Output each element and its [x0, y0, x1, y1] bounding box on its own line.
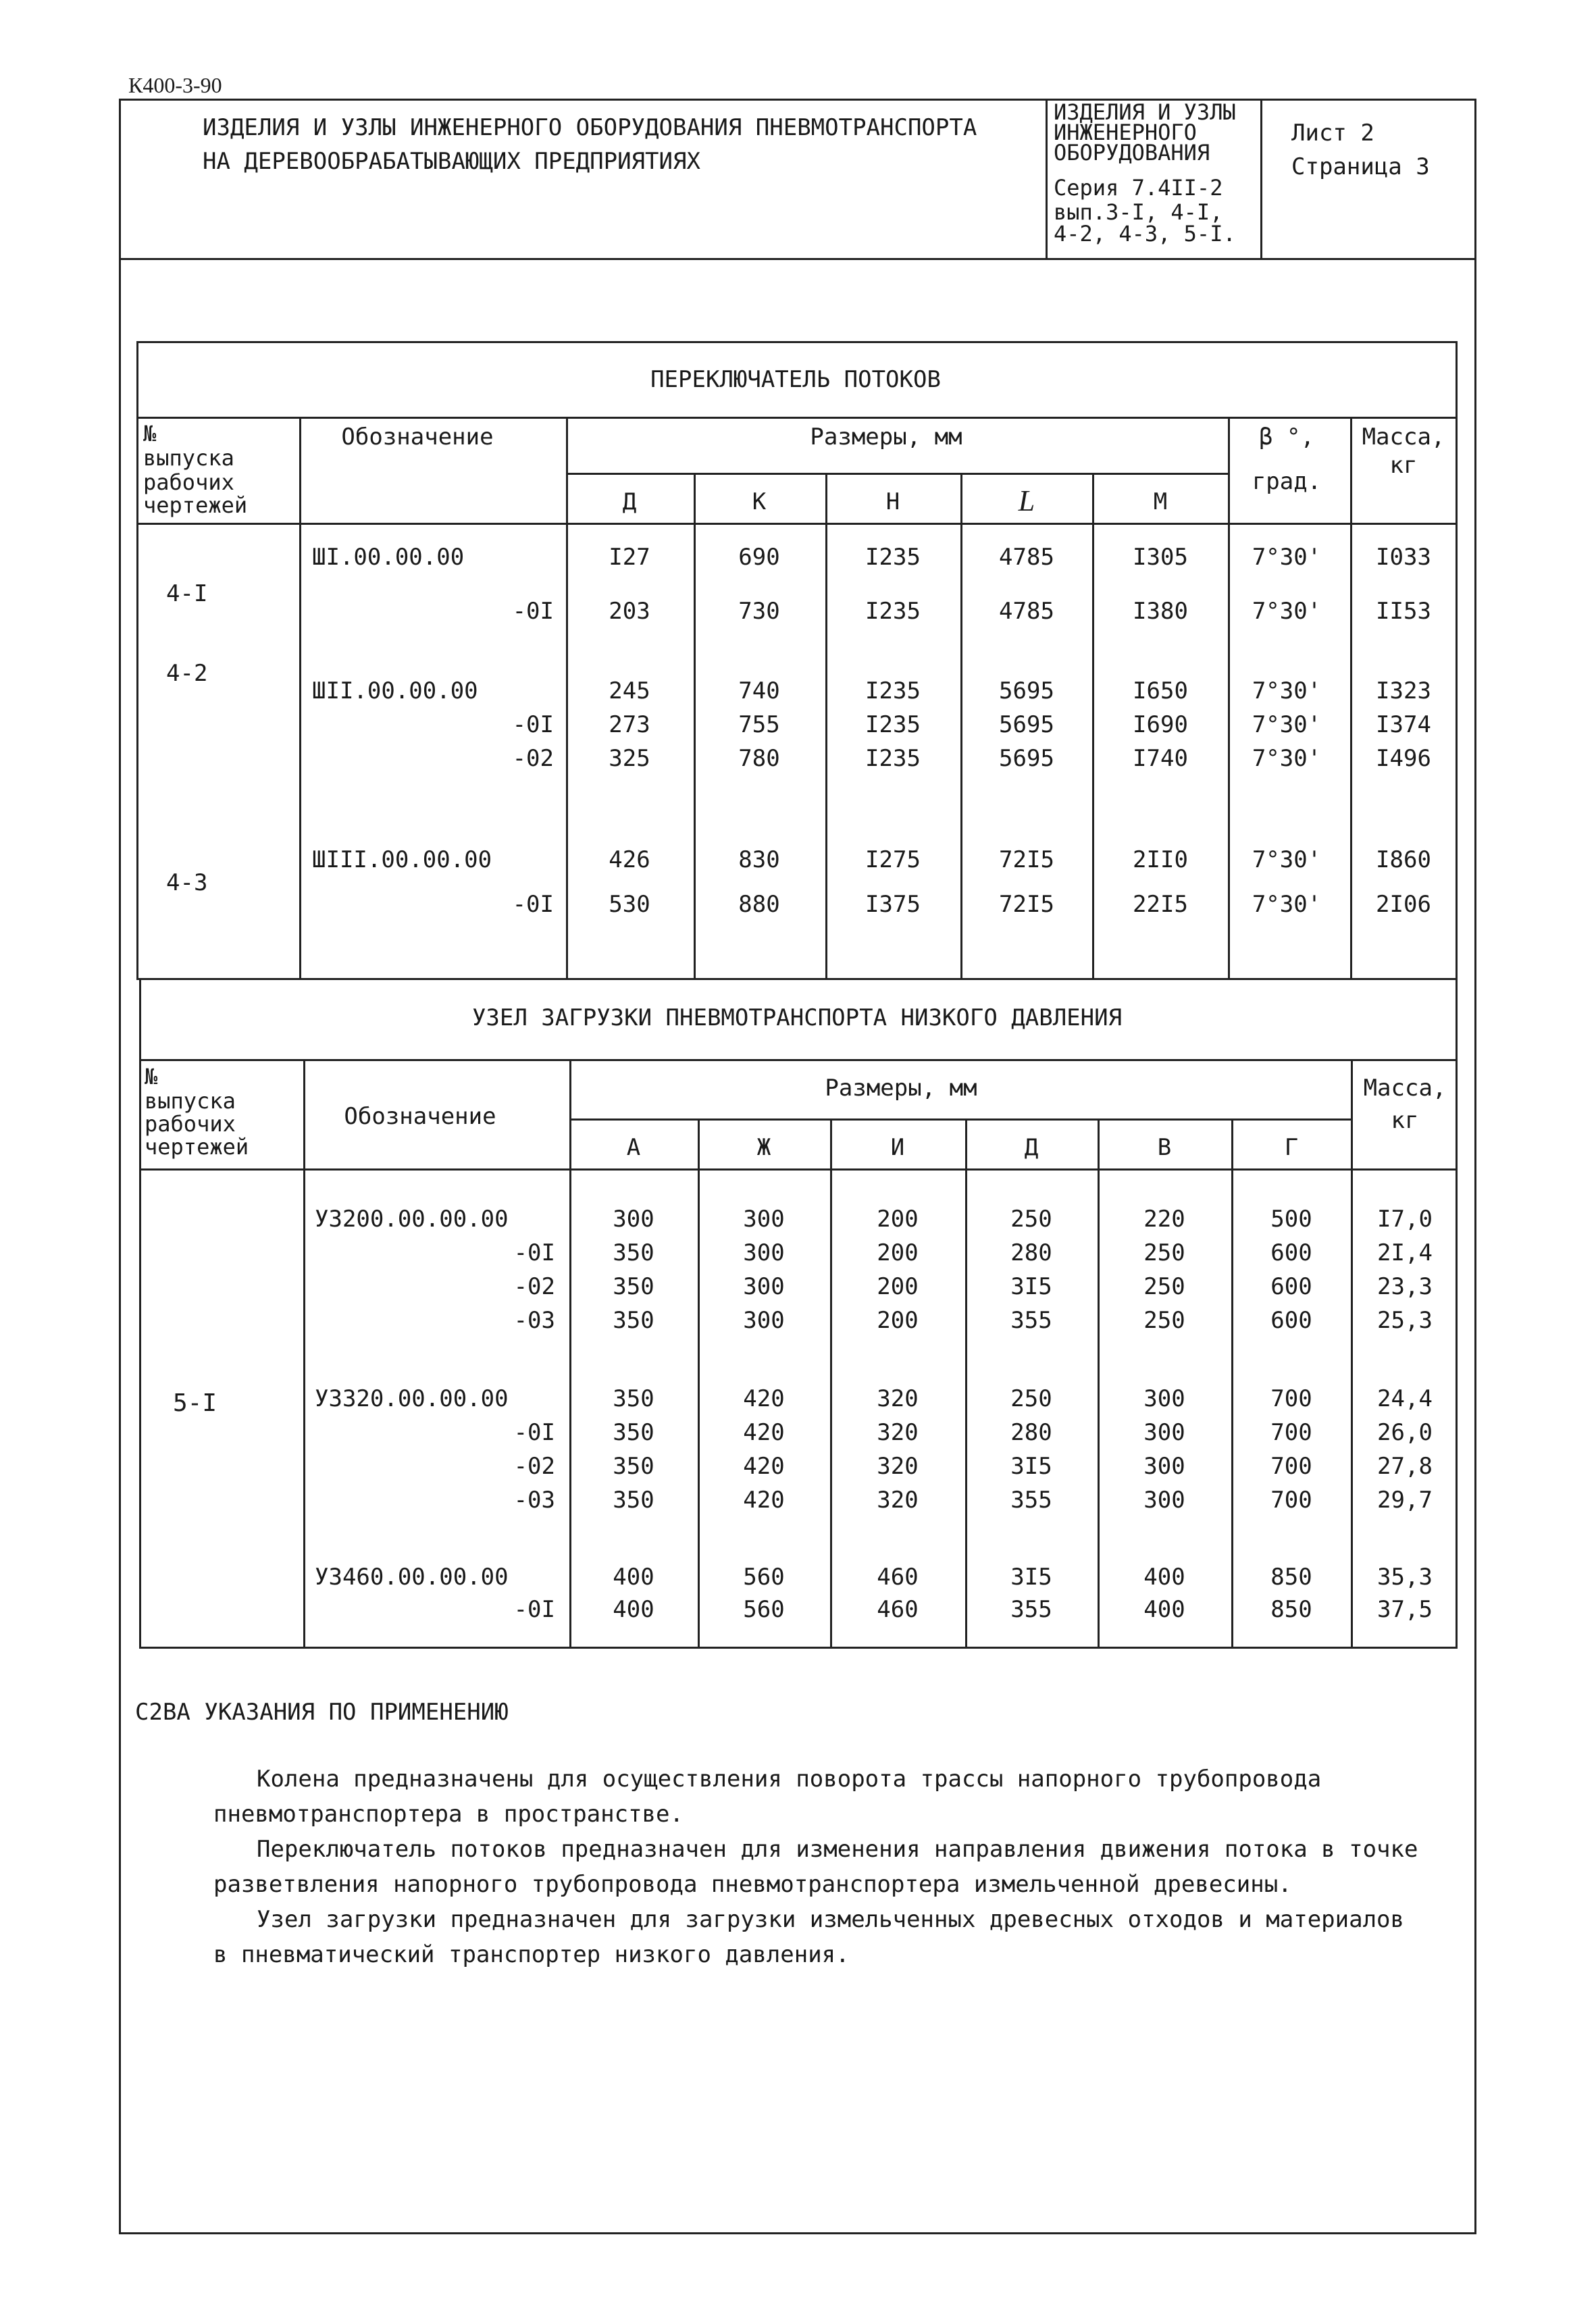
- designation-cell: УЗ320.00.00.00: [315, 1385, 509, 1412]
- value-cell: 7°30': [1252, 711, 1322, 738]
- value-cell: I275: [865, 846, 921, 873]
- notes-paragraph: разветвления напорного трубопровода пневмотранспортера измельченной древесины.: [213, 1871, 1292, 1898]
- value-cell: 273: [609, 711, 650, 738]
- value-cell: 24,4: [1377, 1385, 1433, 1412]
- designation-cell: -0I: [513, 1419, 555, 1446]
- col-issue-header: №: [143, 421, 157, 446]
- value-cell: 7°30': [1252, 598, 1322, 625]
- value-cell: 2I,4: [1377, 1239, 1433, 1266]
- subcol-header: Г: [1284, 1134, 1299, 1161]
- value-cell: 300: [743, 1239, 785, 1266]
- issue-cell: 5-I: [173, 1389, 217, 1417]
- value-cell: 23,3: [1377, 1273, 1433, 1300]
- value-cell: 350: [613, 1239, 654, 1266]
- notes-paragraph: пневмотранспортера в пространстве.: [213, 1801, 684, 1828]
- value-cell: 400: [1143, 1596, 1185, 1623]
- value-cell: 203: [609, 598, 650, 625]
- value-cell: 5695: [999, 677, 1054, 704]
- value-cell: I235: [865, 711, 921, 738]
- value-cell: 3I5: [1010, 1273, 1052, 1300]
- header-title-line2: НА ДЕРЕВООБРАБАТЫВАЮЩИХ ПРЕДПРИЯТИЯХ: [203, 148, 700, 175]
- designation-cell: -0I: [513, 1239, 555, 1266]
- value-cell: 320: [877, 1453, 919, 1480]
- page-number: Страница 3: [1291, 153, 1430, 180]
- col-mass-header: Масса,: [1362, 423, 1445, 451]
- notes-paragraph: Колена предназначены для осуществления поворота трассы напорного трубопровода: [257, 1766, 1322, 1793]
- value-cell: 355: [1010, 1307, 1052, 1334]
- value-cell: 35,3: [1377, 1564, 1433, 1591]
- value-cell: 830: [738, 846, 780, 873]
- subcol-header: М: [1153, 488, 1168, 515]
- value-cell: 400: [613, 1564, 654, 1591]
- subcol-header: L: [1018, 484, 1035, 517]
- value-cell: I235: [865, 677, 921, 704]
- designation-cell: -0I: [513, 1596, 555, 1623]
- issue-cell: 4-2: [166, 660, 208, 687]
- value-cell: 560: [743, 1596, 785, 1623]
- value-cell: 5695: [999, 711, 1054, 738]
- value-cell: 600: [1270, 1239, 1312, 1266]
- value-cell: 300: [1143, 1385, 1185, 1412]
- value-cell: 300: [1143, 1487, 1185, 1514]
- designation-cell: -0I: [512, 711, 554, 738]
- value-cell: 530: [609, 891, 650, 918]
- value-cell: 420: [743, 1385, 785, 1412]
- series-line: вып.3-I, 4-I,: [1054, 199, 1223, 225]
- value-cell: 3I5: [1010, 1564, 1052, 1591]
- value-cell: 25,3: [1377, 1307, 1433, 1334]
- subcol-header: А: [626, 1134, 641, 1161]
- designation-cell: ШIII.00.00.00: [312, 846, 492, 873]
- value-cell: 350: [613, 1487, 654, 1514]
- value-cell: I235: [865, 544, 921, 571]
- value-cell: I380: [1133, 598, 1188, 625]
- value-cell: 200: [877, 1307, 919, 1334]
- value-cell: 2I06: [1376, 891, 1431, 918]
- value-cell: I27: [609, 544, 650, 571]
- value-cell: 250: [1010, 1206, 1052, 1233]
- value-cell: 850: [1270, 1596, 1312, 1623]
- value-cell: 600: [1270, 1307, 1312, 1334]
- value-cell: 5695: [999, 745, 1054, 772]
- value-cell: 350: [613, 1385, 654, 1412]
- value-cell: 37,5: [1377, 1596, 1433, 1623]
- header-title-line1: ИЗДЕЛИЯ И УЗЛЫ ИНЖЕНЕРНОГО ОБОРУДОВАНИЯ ПНЕВМОТРАНСПОРТА: [203, 114, 977, 141]
- value-cell: 300: [743, 1307, 785, 1334]
- value-cell: I033: [1376, 544, 1431, 571]
- value-cell: 300: [1143, 1419, 1185, 1446]
- subcol-header: В: [1157, 1134, 1172, 1161]
- value-cell: 740: [738, 677, 780, 704]
- value-cell: 350: [613, 1419, 654, 1446]
- value-cell: 72I5: [999, 846, 1054, 873]
- value-cell: 780: [738, 745, 780, 772]
- value-cell: 220: [1143, 1206, 1185, 1233]
- value-cell: 7°30': [1252, 677, 1322, 704]
- value-cell: 250: [1010, 1385, 1052, 1412]
- value-cell: 850: [1270, 1564, 1312, 1591]
- value-cell: 350: [613, 1307, 654, 1334]
- value-cell: 700: [1270, 1453, 1312, 1480]
- designation-cell: -03: [513, 1307, 555, 1334]
- series-line: ОБОРУДОВАНИЯ: [1054, 140, 1210, 165]
- series-line: ИНЖЕНЕРНОГО: [1054, 120, 1197, 145]
- designation-cell: -0I: [512, 891, 554, 918]
- designation-cell: УЗ460.00.00.00: [315, 1564, 509, 1591]
- value-cell: 690: [738, 544, 780, 571]
- value-cell: 245: [609, 677, 650, 704]
- value-cell: 300: [613, 1206, 654, 1233]
- value-cell: 560: [743, 1564, 785, 1591]
- issue-cell: 4-3: [166, 869, 208, 896]
- value-cell: II53: [1376, 598, 1431, 625]
- value-cell: 460: [877, 1596, 919, 1623]
- subcol-header: Ж: [756, 1134, 771, 1161]
- value-cell: 300: [743, 1206, 785, 1233]
- subcol-header: К: [752, 488, 767, 515]
- value-cell: 250: [1143, 1239, 1185, 1266]
- value-cell: 200: [877, 1273, 919, 1300]
- value-cell: 7°30': [1252, 891, 1322, 918]
- notes-heading: С2ВА УКАЗАНИЯ ПО ПРИМЕНЕНИЮ: [135, 1699, 509, 1726]
- subcol-header: Н: [885, 488, 900, 515]
- value-cell: I235: [865, 745, 921, 772]
- value-cell: I650: [1133, 677, 1188, 704]
- col-designation-header: Обозначение: [341, 423, 494, 451]
- series-line: ИЗДЕЛИЯ И УЗЛЫ: [1054, 99, 1236, 125]
- designation-cell: -0I: [512, 598, 554, 625]
- col-mass-header: Масса,: [1363, 1075, 1447, 1102]
- value-cell: 420: [743, 1453, 785, 1480]
- designation-cell: -03: [513, 1487, 555, 1514]
- value-cell: 325: [609, 745, 650, 772]
- value-cell: I690: [1133, 711, 1188, 738]
- notes-paragraph: в пневматический транспортер низкого давления.: [213, 1941, 850, 1968]
- value-cell: I496: [1376, 745, 1431, 772]
- value-cell: 700: [1270, 1385, 1312, 1412]
- value-cell: 400: [1143, 1564, 1185, 1591]
- value-cell: I235: [865, 598, 921, 625]
- document-code: К400-3-90: [128, 73, 222, 97]
- value-cell: 2II0: [1133, 846, 1188, 873]
- value-cell: 22I5: [1133, 891, 1188, 918]
- value-cell: 280: [1010, 1239, 1052, 1266]
- table1-title: ПЕРЕКЛЮЧАТЕЛЬ ПОТОКОВ: [650, 366, 941, 393]
- value-cell: I323: [1376, 677, 1431, 704]
- table2-title: УЗЕЛ ЗАГРУЗКИ ПНЕВМОТРАНСПОРТА НИЗКОГО ДАВЛЕНИЯ: [471, 1004, 1123, 1031]
- value-cell: I860: [1376, 846, 1431, 873]
- value-cell: 420: [743, 1487, 785, 1514]
- designation-cell: -02: [513, 1273, 555, 1300]
- value-cell: 4785: [999, 598, 1054, 625]
- designation-cell: УЗ200.00.00.00: [315, 1206, 509, 1233]
- notes-paragraph: Узел загрузки предназначен для загрузки измельченных древесных отходов и материалов: [257, 1906, 1404, 1933]
- designation-cell: -02: [512, 745, 554, 772]
- value-cell: 200: [877, 1206, 919, 1233]
- sheet-number: Лист 2: [1291, 120, 1374, 147]
- value-cell: 400: [613, 1596, 654, 1623]
- value-cell: 730: [738, 598, 780, 625]
- value-cell: I305: [1133, 544, 1188, 571]
- designation-cell: ШI.00.00.00: [312, 544, 465, 571]
- value-cell: I374: [1376, 711, 1431, 738]
- value-cell: I375: [865, 891, 921, 918]
- value-cell: 27,8: [1377, 1453, 1433, 1480]
- value-cell: 320: [877, 1385, 919, 1412]
- value-cell: 700: [1270, 1487, 1312, 1514]
- value-cell: 72I5: [999, 891, 1054, 918]
- value-cell: 7°30': [1252, 745, 1322, 772]
- value-cell: 300: [743, 1273, 785, 1300]
- col-sizes-header: Размеры, мм: [810, 423, 962, 451]
- value-cell: 7°30': [1252, 846, 1322, 873]
- value-cell: 320: [877, 1419, 919, 1446]
- value-cell: 350: [613, 1273, 654, 1300]
- value-cell: 460: [877, 1564, 919, 1591]
- value-cell: 250: [1143, 1273, 1185, 1300]
- value-cell: 320: [877, 1487, 919, 1514]
- designation-cell: -02: [513, 1453, 555, 1480]
- value-cell: 200: [877, 1239, 919, 1266]
- series-line: 4-2, 4-3, 5-I.: [1054, 221, 1236, 247]
- value-cell: 3I5: [1010, 1453, 1052, 1480]
- value-cell: 500: [1270, 1206, 1312, 1233]
- value-cell: 250: [1143, 1307, 1185, 1334]
- value-cell: 880: [738, 891, 780, 918]
- series-line: Серия 7.4II-2: [1054, 175, 1223, 201]
- value-cell: 755: [738, 711, 780, 738]
- subcol-header: Д: [1024, 1134, 1039, 1161]
- value-cell: 7°30': [1252, 544, 1322, 571]
- value-cell: 600: [1270, 1273, 1312, 1300]
- value-cell: 300: [1143, 1453, 1185, 1480]
- value-cell: 700: [1270, 1419, 1312, 1446]
- designation-cell: ШII.00.00.00: [312, 677, 478, 704]
- notes-paragraph: Переключатель потоков предназначен для изменения направления движения потока в точке: [257, 1836, 1418, 1863]
- value-cell: 355: [1010, 1487, 1052, 1514]
- value-cell: I740: [1133, 745, 1188, 772]
- value-cell: 29,7: [1377, 1487, 1433, 1514]
- header-divider: [119, 258, 1476, 260]
- value-cell: 355: [1010, 1596, 1052, 1623]
- col-sizes-header: Размеры, мм: [825, 1075, 977, 1102]
- issue-cell: 4-I: [166, 580, 208, 607]
- col-designation-header: Обозначение: [344, 1103, 496, 1130]
- value-cell: 420: [743, 1419, 785, 1446]
- col-angle-header: β °,: [1259, 423, 1314, 451]
- value-cell: 426: [609, 846, 650, 873]
- value-cell: I7,0: [1377, 1206, 1433, 1233]
- value-cell: 280: [1010, 1419, 1052, 1446]
- subcol-header: Д: [622, 488, 637, 515]
- subcol-header: И: [890, 1134, 905, 1161]
- value-cell: 4785: [999, 544, 1054, 571]
- value-cell: 26,0: [1377, 1419, 1433, 1446]
- value-cell: 350: [613, 1453, 654, 1480]
